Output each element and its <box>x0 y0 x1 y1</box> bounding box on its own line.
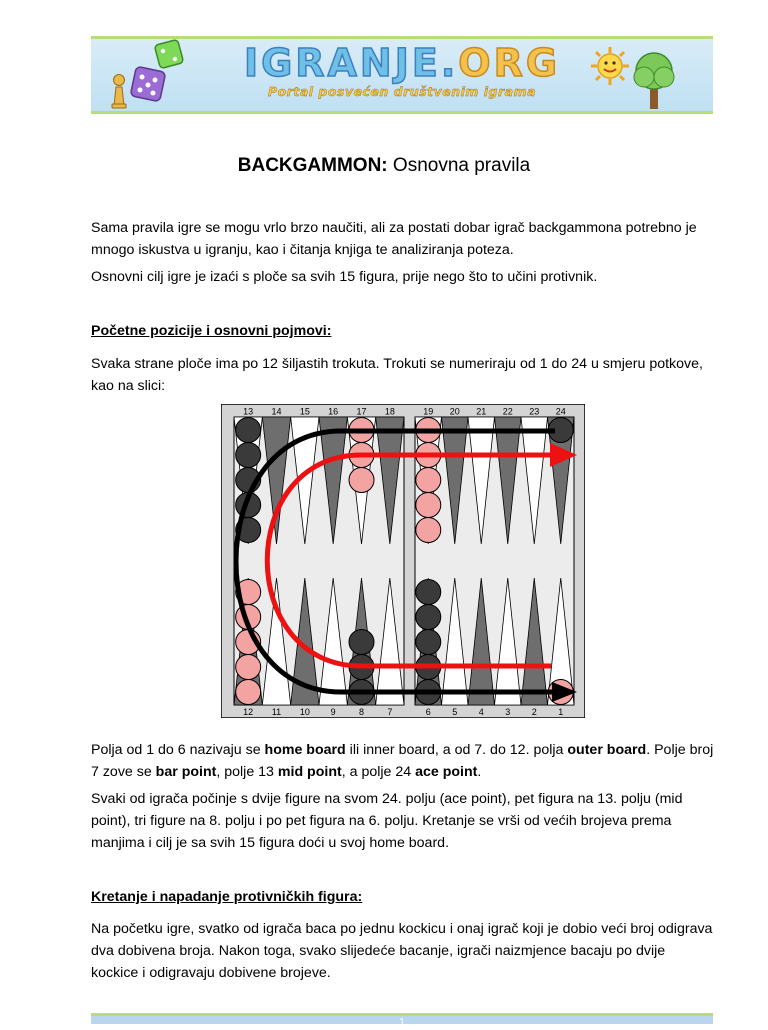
point-number-top: 14 <box>271 406 282 417</box>
section-heading-movement: Kretanje i napadanje protivničkih figura: <box>91 889 363 905</box>
point-number-top: 20 <box>449 406 460 417</box>
section2-paragraph-1: Na početku igre, svatko od igrača baca po jednu kockicu i onaj igrač koji je dobio veći broj odigrava dva dobivena broja. Nakon toga, svako slijedeće bacanje, igrači naizmjence bacaju po dvije kockice i odigravaju dobivene brojeve. <box>91 921 713 981</box>
site-logo[interactable]: IGRANJE.ORG <box>243 41 561 85</box>
point-number-top: 18 <box>384 406 395 417</box>
checker-red <box>349 468 374 493</box>
point-number-bottom: 4 <box>478 707 484 717</box>
checker-black <box>416 580 441 605</box>
point-number-top: 21 <box>476 406 487 417</box>
point-number-top: 16 <box>328 406 339 417</box>
point-number-top: 22 <box>502 406 513 417</box>
site-tagline: Portal posvećen društvenim igrama <box>267 84 537 99</box>
point-number-top: 24 <box>555 406 566 417</box>
page-number: 1 <box>399 1017 405 1028</box>
page-title: BACKGAMMON: Osnovna pravila <box>237 155 531 176</box>
point-number-bottom: 10 <box>299 707 310 717</box>
point-number-bottom: 7 <box>387 707 393 717</box>
section1-paragraph-1: Svaka strane ploče ima po 12 šiljastih trokuta. Trokuti se numeriraju od 1 do 24 u smjeru potkove, kao na slici: <box>91 356 703 394</box>
checker-red <box>236 680 261 705</box>
checker-red <box>416 493 441 518</box>
section1-paragraph-2: Polja od 1 do 6 nazivaju se home board ili inner board, a od 7. do 12. polja outer board. Polje broj 7 zove se bar point, polje 13 mid point, a polje 24 ace point. <box>91 742 714 780</box>
checker-black <box>416 605 441 630</box>
backgammon-board-diagram <box>221 404 585 718</box>
checker-black <box>236 443 261 468</box>
checker-red <box>236 655 261 680</box>
point-number-top: 23 <box>529 406 540 417</box>
sun-icon <box>589 45 631 87</box>
site-banner <box>91 36 713 114</box>
point-number-bottom: 5 <box>452 707 458 717</box>
point-number-bottom: 11 <box>271 707 282 717</box>
checker-black <box>349 630 374 655</box>
checker-red <box>416 518 441 543</box>
point-number-top: 13 <box>243 406 254 417</box>
tree-icon <box>629 49 679 111</box>
point-number-bottom: 12 <box>243 707 254 717</box>
point-number-bottom: 2 <box>531 707 537 717</box>
section1-paragraph-3: Svaki od igrača počinje s dvije figure na svom 24. polju (ace point), pet figura na 13. polju (mid point), tri figure na 8. polju i po pet figura na 6. polju. Kretanje se vrši od većih brojeva prema manjima i cilj je sa svih 15 figura doći u svoj home board. <box>91 791 683 851</box>
point-number-top: 17 <box>356 406 367 417</box>
intro-paragraph-2: Osnovni cilj igre je izaći s ploče sa svih 15 figura, prije nego što to učini protivnik. <box>91 269 598 285</box>
point-number-top: 15 <box>299 406 310 417</box>
point-number-top: 19 <box>423 406 434 417</box>
point-number-bottom: 8 <box>358 707 365 717</box>
checker-black <box>416 630 441 655</box>
intro-paragraph-1: Sama pravila igre se mogu vrlo brzo naučiti, ali za postati dobar igrač backgammona potrebno je mnogo iskustva u igranju, kao i čitanja knjiga te analiziranja poteza. <box>91 220 697 258</box>
section-heading-starting-positions: Početne pozicije i osnovni pojmovi: <box>91 323 332 339</box>
page-footer <box>91 1013 713 1028</box>
point-number-bottom: 9 <box>330 707 336 717</box>
checker-red <box>416 468 441 493</box>
point-number-bottom: 6 <box>425 707 431 717</box>
point-number-bottom: 1 <box>558 707 564 717</box>
point-number-bottom: 3 <box>505 707 511 717</box>
checker-black <box>236 418 261 443</box>
